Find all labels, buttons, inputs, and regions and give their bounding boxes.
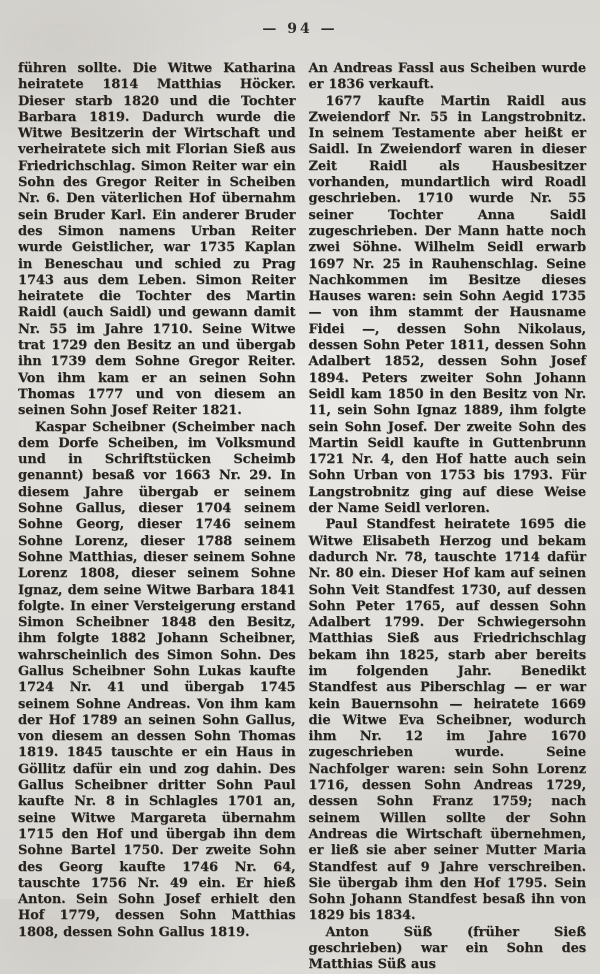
left-column xyxy=(18,61,296,974)
paragraph-continuation: An Andreas Fassl aus Scheiben wurde er 1836 verkauft. xyxy=(308,61,586,93)
text-columns xyxy=(0,37,600,974)
paragraph: Paul Standfest heiratete 1695 die Witwe Elisabeth Herzog und bekam dadurch Nr. 78, tauschte 1714 dafür Nr. 80 ein. Dieser Hof kam auf seinen Sohn Veit Standfest 1730, auf dessen Sohn Peter 1765, auf dessen Sohn Adalbert 1799. Der Schwiegersohn Matthias Sieß aus Friedrichschlag bekam ihn 1825, starb aber bereits im folgenden Jahr. Benedikt Standfest aus Piberschlag — er war kein Bauernsohn — heiratete 1669 die Witwe Eva Scheibner, wodurch ihm Nr. 12 im Jahre 1670 zugeschrieben wurde. Seine Nachfolger waren: sein Sohn Lorenz 1716, dessen Sohn Andreas 1729, dessen Sohn Franz 1759; nach seinem Willen sollte der Sohn Andreas die Wirtschaft übernehmen, er ließ sie aber seiner Mutter Maria Standfest auf 9 Jahre verschreiben. Sie übergab ihm den Hof 1795. Sein Sohn Johann Standfest besaß ihn von 1829 bis 1834. xyxy=(308,517,586,924)
paragraph: 1677 kaufte Martin Raidl aus Zweiendorf Nr. 55 in Langstrobnitz. In seinem Testamente aber heißt er Saidl. In Zweiendorf waren in dieser Zeit Raidl als Hausbesitzer vorhanden, mundartlich wird Roadl geschrieben. 1710 wurde Nr. 55 seiner Tochter Anna Saidl zugeschrieben. Der Mann hatte noch zwei Söhne. Wilhelm Seidl erwarb 1697 Nr. 25 in Rauhenschlag. Seine Nachkommen im Besitze dieses Hauses waren: sein Sohn Aegid 1735 — von ihm stammt der Hausname Fidei —, dessen Sohn Nikolaus, dessen Sohn Peter 1811, dessen Sohn Adalbert 1852, dessen Sohn Josef 1894. Peters zweiter Sohn Johann Seidl kam 1850 in den Besitz von Nr. 11, sein Sohn Ignaz 1889, ihm folgte sein Sohn Josef. Der zweite Sohn des Martin Seidl kaufte in Guttenbrunn 1721 Nr. 4, den Hof hatte auch sein Sohn Urban von 1753 bis 1793. Für Langstrobnitz ging auf diese Weise der Name Seidl verloren. xyxy=(308,93,586,517)
page-number: — 94 — xyxy=(262,21,338,37)
paragraph: Kaspar Scheibner (Scheimber nach dem Dorfe Scheiben, im Volksmund und in Schriftstücken Scheimb genannt) besaß vor 1663 Nr. 29. In diesem Jahre übergab er seinem Sohne Gallus, dieser 1704 seinem Sohne Georg, dieser 1746 seinem Sohne Lorenz, dieser 1788 seinem Sohne Matthias, dieser seinem Sohne Lorenz 1808, dieser seinem Sohne Ignaz, dem seine Witwe Barbara 1841 folgte. In einer Versteigerung erstand Simon Scheibner 1848 den Besitz, ihm folgte 1882 Johann Scheibner, wahrscheinlich des Simon Sohn. Des Gallus Scheibner Sohn Lukas kaufte 1724 Nr. 41 und übergab 1745 seinem Sohne Andreas. Von ihm kam der Hof 1789 an seinen Sohn Gallus, von diesem an dessen Sohn Thomas 1819. 1845 tauschte er ein Haus in Göllitz dafür ein und zog dahin. Des Gallus Scheibner dritter Sohn Paul kaufte Nr. 8 in Schlagles 1701 an, seine Witwe Margareta übernahm 1715 den Hof und übergab ihn dem Sohne Bartel 1750. Der zweite Sohn des Georg kaufte 1746 Nr. 64, tauschte 1756 Nr. 49 ein. Er hieß Anton. Sein Sohn Josef erhielt den Hof 1779, dessen Sohn Matthias 1808, dessen Sohn Gallus 1819. xyxy=(18,419,296,940)
paragraph: Anton Süß (früher Sieß geschrieben) war ein Sohn des Matthias Süß aus xyxy=(308,924,586,973)
paragraph-continuation: führen sollte. Die Witwe Katharina heiratete 1814 Matthias Höcker. Dieser starb 1820 und die Tochter Barbara 1819. Dadurch wurde die Witwe Besitzerin der Wirtschaft und verheiratete sich mit Florian Sieß aus Friedrichschlag. Simon Reiter war ein Sohn des Gregor Reiter in Scheiben Nr. 6. Den väterlichen Hof übernahm sein Bruder Karl. Ein anderer Bruder des Simon namens Urban Reiter wurde Geistlicher, war 1735 Kaplan in Beneschau und schied zu Prag 1743 aus dem Leben. Simon Reiter heiratete die Tochter des Martin Raidl (auch Saidl) und gewann damit Nr. 55 im Jahre 1710. Seine Witwe trat 1729 den Besitz an und übergab ihn 1739 dem Sohne Gregor Reiter. Von ihm kam er an seinen Sohn Thomas 1777 und von diesem an seinen Sohn Josef Reiter 1821. xyxy=(18,61,296,419)
right-column xyxy=(309,61,587,974)
